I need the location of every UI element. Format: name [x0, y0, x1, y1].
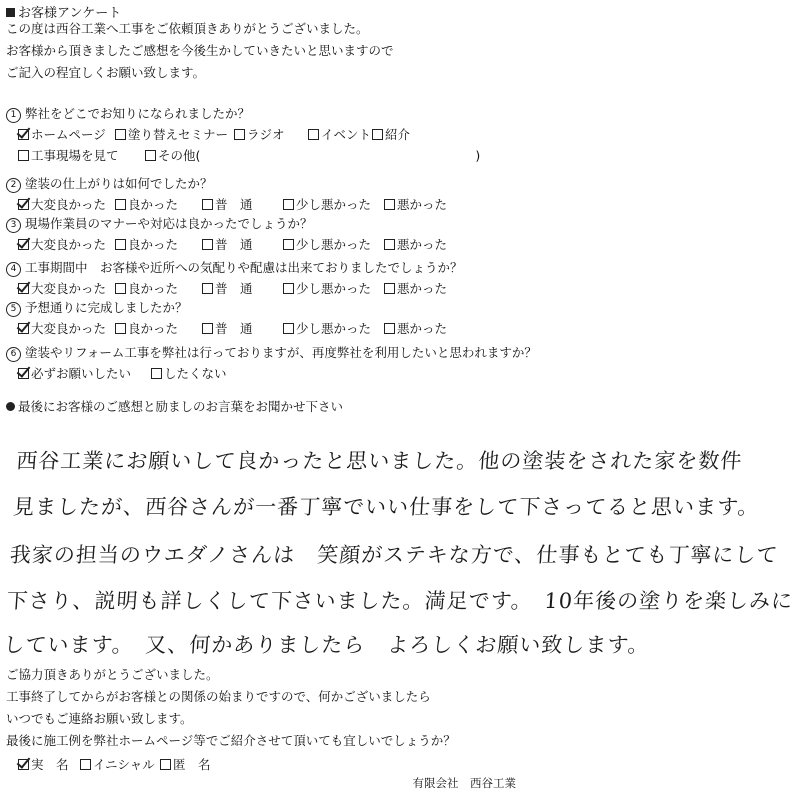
- question-text: 塗装の仕上がりは如何でしたか？: [25, 176, 213, 191]
- answer-option[interactable]: [384, 319, 447, 337]
- answer-row: [18, 364, 578, 382]
- checkbox[interactable]: [202, 283, 213, 294]
- answer-row: [18, 235, 578, 253]
- circled-number-icon: 2: [6, 178, 21, 193]
- option-label: 塗り替えセミナー: [128, 127, 229, 142]
- answer-option[interactable]: [18, 195, 106, 213]
- option-label: 工事現場を見て: [31, 148, 119, 163]
- intro-line: この度は西谷工業へ工事をご依頼頂きありがとうございました。: [6, 21, 369, 36]
- permission-options: [18, 755, 278, 773]
- answer-row: [18, 146, 578, 164]
- answer-row: [18, 279, 578, 297]
- permission-option-real-name[interactable]: 実 名: [18, 755, 69, 773]
- answer-option[interactable]: [202, 195, 253, 213]
- question-text: 工事期間中 お客様や近所への気配りや配慮は出来ておりましたでしょうか？: [25, 260, 463, 275]
- option-label: 悪かった: [397, 321, 448, 336]
- answer-option[interactable]: [283, 235, 371, 253]
- closing-text: [6, 664, 456, 752]
- option-label: 少し悪かった: [296, 321, 372, 336]
- handwritten-line: 西谷工業にお願いして良かったと思いました。他の塗装をされた家を数件: [15, 449, 744, 473]
- question-text: 現場作業員のマナーや対応は良かったでしょうか？: [25, 216, 313, 231]
- circle-bullet-icon: [6, 402, 15, 411]
- intro-line: お客様から頂きましたご感想を今後生かしていきたいと思いますので: [6, 43, 394, 58]
- option-label: ラジオ: [247, 127, 285, 142]
- option-label: 少し悪かった: [296, 197, 372, 212]
- checkbox[interactable]: [115, 283, 126, 294]
- checkbox[interactable]: [151, 368, 162, 379]
- option-label: 普 通: [215, 281, 253, 296]
- option-label: 大変良かった: [31, 281, 107, 296]
- square-bullet-icon: [6, 8, 15, 17]
- answer-option[interactable]: [115, 195, 178, 213]
- option-label: 良かった: [128, 281, 179, 296]
- question-1: [6, 104, 250, 123]
- checkbox[interactable]: [18, 239, 29, 250]
- option-label: 普 通: [215, 321, 253, 336]
- option-label: 紹介: [385, 127, 411, 142]
- option-label: 良かった: [128, 197, 179, 212]
- answer-option[interactable]: [384, 279, 447, 297]
- closing-line: ご協力頂きありがとうございました。: [6, 667, 219, 682]
- circled-number-icon: 3: [6, 218, 21, 233]
- option-label: 悪かった: [397, 237, 448, 252]
- checkbox[interactable]: [160, 759, 171, 770]
- closing-line: 工事終了してからがお客様との関係の始まりですので、何かございましたら: [6, 689, 431, 704]
- answer-option[interactable]: [384, 195, 447, 213]
- checkbox[interactable]: [18, 323, 29, 334]
- checkbox[interactable]: [145, 150, 156, 161]
- checkbox[interactable]: [384, 199, 395, 210]
- answer-option[interactable]: [283, 279, 371, 297]
- closing-line: 最後に施工例を弊社ホームページ等でご紹介させて頂いても宜しいでしょうか？: [6, 733, 456, 748]
- circled-number-icon: 6: [6, 347, 21, 362]
- option-label: イベント: [321, 127, 372, 142]
- answer-option[interactable]: [115, 235, 178, 253]
- checkbox[interactable]: [18, 759, 29, 770]
- answer-row: [18, 319, 578, 337]
- answer-option[interactable]: [234, 125, 285, 143]
- option-label: 大変良かった: [31, 197, 107, 212]
- option-label: 必ずお願いしたい: [31, 366, 132, 381]
- checkbox[interactable]: [115, 239, 126, 250]
- closing-line: いつでもご連絡お願い致します。: [6, 711, 193, 726]
- option-label: 大変良かった: [31, 237, 107, 252]
- survey-title: お客様アンケート: [6, 2, 121, 21]
- handwritten-line: 我家の担当のウエダノさんは 笑顔がステキな方で、仕事もとても丁寧にして: [8, 543, 780, 567]
- checkbox[interactable]: [308, 129, 319, 140]
- checkbox[interactable]: [234, 129, 245, 140]
- answer-option[interactable]: [18, 364, 131, 382]
- permission-option-initials[interactable]: イニシャル: [80, 755, 155, 773]
- checkbox[interactable]: [283, 283, 294, 294]
- checkbox[interactable]: [18, 368, 29, 379]
- checkbox[interactable]: [384, 239, 395, 250]
- question-text: 予想通りに完成しましたか？: [25, 300, 188, 315]
- answer-row: [18, 125, 578, 143]
- checkbox[interactable]: [115, 129, 126, 140]
- checkbox[interactable]: [283, 199, 294, 210]
- circled-number-icon: 5: [6, 302, 21, 317]
- checkbox[interactable]: [372, 129, 383, 140]
- answer-option[interactable]: [145, 146, 480, 164]
- option-label: 良かった: [128, 237, 179, 252]
- answer-option[interactable]: [18, 279, 106, 297]
- checkbox[interactable]: [18, 150, 29, 161]
- company-name: 有限会社 西谷工業: [412, 776, 516, 790]
- handwritten-line: 見ましたが、西谷さんが一番丁寧でいい仕事をして下さってると思います。: [12, 495, 761, 519]
- answer-option[interactable]: [18, 125, 106, 143]
- checkbox[interactable]: [202, 239, 213, 250]
- answer-option[interactable]: [18, 235, 106, 253]
- option-label: 良かった: [128, 321, 179, 336]
- option-label: 少し悪かった: [296, 281, 372, 296]
- option-label: 悪かった: [397, 281, 448, 296]
- option-label: 悪かった: [397, 197, 448, 212]
- option-label: その他( ): [158, 148, 481, 163]
- checkbox[interactable]: [283, 239, 294, 250]
- checkbox[interactable]: [18, 129, 29, 140]
- handwritten-line: しています。 又、何かありましたら よろしくお願い致します。: [2, 633, 651, 657]
- option-label: ホームページ: [31, 127, 106, 142]
- answer-option[interactable]: [202, 279, 253, 297]
- question-4: [6, 258, 463, 277]
- checkbox[interactable]: [283, 323, 294, 334]
- answer-option[interactable]: [115, 125, 228, 143]
- checkbox[interactable]: [115, 323, 126, 334]
- answer-row: [18, 195, 578, 213]
- circled-number-icon: 4: [6, 262, 21, 277]
- comments-heading: 最後にお客様のご感想と励ましのお言葉をお聞かせ下さい: [6, 397, 343, 415]
- checkbox[interactable]: [115, 199, 126, 210]
- answer-option[interactable]: [115, 319, 178, 337]
- checkbox[interactable]: [384, 283, 395, 294]
- answer-option[interactable]: [283, 195, 371, 213]
- question-text: 弊社をどこでお知りになられましたか？: [25, 106, 251, 121]
- answer-option[interactable]: [372, 125, 410, 143]
- question-5: [6, 298, 188, 317]
- intro-text: [6, 18, 394, 84]
- answer-option[interactable]: [151, 364, 227, 382]
- handwritten-line: 下さり、説明も詳しくして下さいました。満足です。 10年後の塗りを楽しみに: [5, 589, 794, 613]
- option-label: 少し悪かった: [296, 237, 372, 252]
- option-label: 大変良かった: [31, 321, 107, 336]
- question-2: [6, 174, 213, 193]
- answer-option[interactable]: [283, 319, 371, 337]
- option-label: 普 通: [215, 237, 253, 252]
- checkbox[interactable]: [202, 199, 213, 210]
- checkbox[interactable]: [384, 323, 395, 334]
- answer-option[interactable]: [384, 235, 447, 253]
- option-label: 普 通: [215, 197, 253, 212]
- question-3: [6, 214, 313, 233]
- answer-option[interactable]: [202, 235, 253, 253]
- answer-option[interactable]: [202, 319, 253, 337]
- checkbox[interactable]: [18, 283, 29, 294]
- answer-option[interactable]: [18, 146, 119, 164]
- answer-option[interactable]: [115, 279, 178, 297]
- permission-option-anonymous[interactable]: 匿 名: [160, 755, 211, 773]
- question-6: [6, 343, 537, 362]
- answer-option[interactable]: [308, 125, 371, 143]
- checkbox[interactable]: [18, 199, 29, 210]
- circled-number-icon: 1: [6, 108, 21, 123]
- intro-line: ご記入の程宜しくお願い致します。: [6, 65, 206, 80]
- question-text: 塗装やリフォーム工事を弊社は行っておりますが、再度弊社を利用したいと思われますか？: [25, 345, 537, 360]
- checkbox[interactable]: [202, 323, 213, 334]
- answer-option[interactable]: [18, 319, 106, 337]
- option-label: したくない: [164, 366, 227, 381]
- checkbox[interactable]: [80, 759, 91, 770]
